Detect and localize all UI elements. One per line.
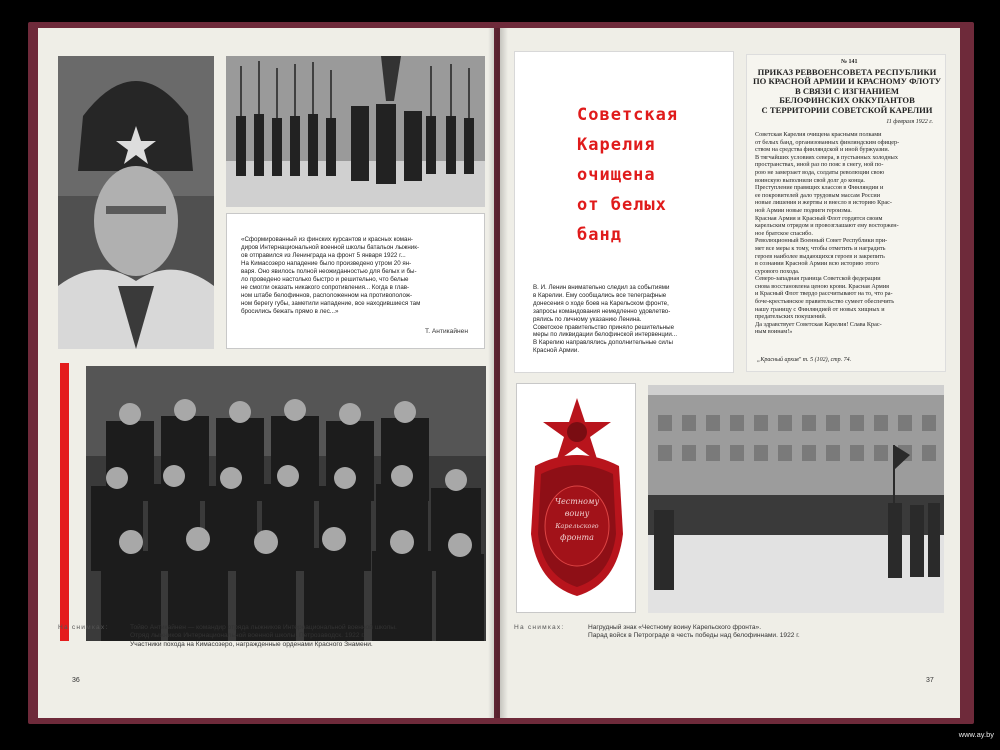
badge-line: фронта xyxy=(560,533,594,542)
page-number: 36 xyxy=(72,677,80,684)
body-line: ее покровителей дало трудовым массам России xyxy=(755,191,881,199)
quote-line: ов отправился из Ленинграда на фронт 5 января 1922 г... xyxy=(241,252,406,259)
watermark: www.ay.by xyxy=(958,730,994,739)
badge-box xyxy=(516,383,636,613)
book-gutter xyxy=(488,28,508,718)
body-line: Советская Карелия очищена красными полками xyxy=(755,131,882,138)
parade-photo xyxy=(648,385,944,613)
document-number: № 141 xyxy=(841,59,858,65)
document-date: 11 февраля 1922 г. xyxy=(886,119,933,125)
lenin-line: запросы командования немедленно удовлетво- xyxy=(533,307,671,315)
quote-line: варя. Оно явилось полной неожиданностью для белых и бы- xyxy=(241,268,417,275)
body-line: боче-крестьянское правительство сумеет обеспечить xyxy=(755,298,895,306)
quote-text xyxy=(241,236,477,316)
body-line: ное братское спасибо. xyxy=(755,229,813,237)
title-line: очищена xyxy=(577,165,656,185)
body-line: рою не замерзает вода, солдаты революции свою xyxy=(755,168,885,176)
quote-line: бросились бежать прямо в лес...» xyxy=(241,308,339,315)
title-line: банд xyxy=(577,225,622,245)
lenin-text xyxy=(533,284,731,355)
quote-line: ном штабе белофиннов, расположенном на противополож- xyxy=(241,292,413,299)
title-line: Карелия xyxy=(577,135,656,155)
badge-inscription xyxy=(547,496,607,544)
title-line: от белых xyxy=(577,195,667,215)
body-line: нашу границу с Финляндией от новых хищных и xyxy=(755,305,885,313)
caption-line: Парад войск в Петрограде в честь победы над белофиннами. 1922 г. xyxy=(588,632,800,640)
badge-line: воину xyxy=(564,509,590,518)
heading-line: С ТЕРРИТОРИИ СОВЕТСКОЙ КАРЕЛИИ xyxy=(761,104,933,115)
body-line: снова восстановлена ценою крови. Красная Армия xyxy=(755,282,889,290)
caption-line: Тойво Антикайнен — командир отряда лыжников Интернациональной военной школы. xyxy=(130,624,397,631)
caption-text xyxy=(130,624,470,649)
body-line: Да здравствует Советская Карелия! Слава Крас- xyxy=(755,320,882,328)
lenin-line: В Карелию направлялись дополнительные силы xyxy=(533,339,673,347)
body-line: Преступление правящих классов в Финляндии и xyxy=(755,184,884,192)
caption-line: Нагрудный знак «Честному воину Карельского фронта». xyxy=(588,624,762,631)
heading-line: ПО КРАСНОЙ АРМИИ И КРАСНОМУ ФЛОТУ xyxy=(753,76,941,87)
body-line: мет все меры к тому, чтобы отметить и наградить xyxy=(755,244,886,252)
body-line: и Красный Флот твердо рассчитывают на то, что ра- xyxy=(755,290,893,298)
body-line: ством на средства финляндской и иной буржуазии. xyxy=(755,146,890,154)
lenin-line: в Карелии. Ему сообщались все телеграфные xyxy=(533,291,667,299)
lenin-line: В. И. Ленин внимательно следил за событиями xyxy=(533,284,670,291)
body-line: ным воинам!» xyxy=(755,328,793,336)
lenin-line: Советское правительство приняло решительные xyxy=(533,323,675,331)
quote-line: «Сформированный из финских курсантов и красных коман- xyxy=(241,236,413,243)
body-line: Революционный Военный Совет Республики при- xyxy=(755,237,888,245)
lenin-line: меры по ликвидации белофинской интервенции... xyxy=(533,331,678,339)
quote-author: Т. Антикайнен xyxy=(424,328,468,335)
body-line: пространствах, иной раз по пояс в снегу, ной по- xyxy=(755,161,884,169)
page-number: 37 xyxy=(926,677,934,684)
right-page xyxy=(500,28,960,718)
badge-line: Честному xyxy=(554,497,600,506)
body-line: от белых банд, организованных финляндским офицер- xyxy=(755,138,900,146)
caption-label: На снимках: xyxy=(514,624,565,631)
antikainen-quote-box xyxy=(226,213,485,349)
quote-line: не смогли оказать никакого сопротивления... Когда в глав- xyxy=(241,284,410,291)
quote-line: ло проведено настолько быстро и решительно, что белые xyxy=(241,276,409,283)
quote-line: диров Интернациональной военной школы батальон лыжник- xyxy=(241,244,420,251)
caption-label: На снимках: xyxy=(58,624,109,631)
body-line: Красная Армия и Красный Флот гордятся своим xyxy=(755,214,883,222)
body-line: Северо-западная граница Советской федерации xyxy=(755,275,881,283)
lenin-line: рялись по личному указанию Ленина. xyxy=(533,315,642,323)
document-body xyxy=(755,131,941,336)
left-page xyxy=(38,28,494,718)
body-line: сурового похода. xyxy=(755,267,800,275)
red-accent-bar xyxy=(60,363,69,641)
body-line: В тягчайших условиях севера, в пустынных холодных xyxy=(755,153,898,161)
title-box xyxy=(514,51,734,373)
heading-line: БЕЛОФИНСКИХ ОККУПАНТОВ xyxy=(779,95,915,106)
body-line: ной Армии новые подвиги героизма. xyxy=(755,206,852,214)
body-line: предательских покушений. xyxy=(755,313,827,321)
lenin-line: донесения о ходе боев на Карельском фронте, xyxy=(533,299,669,307)
body-line: воинскую выполнили свой долг до конца. xyxy=(755,176,865,184)
ski-troop-photo xyxy=(226,56,485,207)
badge-line: Карельского xyxy=(555,522,599,530)
quote-line: ном берегу губы, заметили нападение, все находившиеся там xyxy=(241,300,421,307)
heading-line: В СВЯЗИ С ИЗГНАНИЕМ xyxy=(794,85,900,96)
group-photo xyxy=(86,366,486,641)
document-source: „Красный архив" т. 5 (102), стр. 74. xyxy=(757,357,852,363)
caption-line: Отряд лыжников Интернациональной военной школы. Петрозаводск. 1922 г. xyxy=(130,632,365,640)
portrait-photo xyxy=(58,56,214,349)
title-line: Советская xyxy=(577,105,679,125)
lenin-line: Красной Армии. xyxy=(533,347,580,355)
body-line: героев наиболее выдающихся героев и закрепить xyxy=(755,252,885,260)
caption-text xyxy=(588,624,928,641)
order-document xyxy=(746,54,946,372)
page-title xyxy=(577,104,727,246)
body-line: карельским отрядом и провозглашают ему восторжен- xyxy=(755,222,899,230)
body-line: в сознании Красной Армии всю историю этого xyxy=(755,260,879,268)
document-heading xyxy=(751,68,943,115)
caption-line: Участники похода на Кимасозеро, награжденные орденами Красного Знамени. xyxy=(130,640,373,648)
quote-line: На Кимасозеро нападение было произведено утром 20 ян- xyxy=(241,260,412,267)
heading-line: ПРИКАЗ РЕВВОЕНСОВЕТА РЕСПУБЛИКИ xyxy=(757,67,937,77)
body-line: новые лишения и жертвы и внесло в историю Крас- xyxy=(755,199,892,207)
